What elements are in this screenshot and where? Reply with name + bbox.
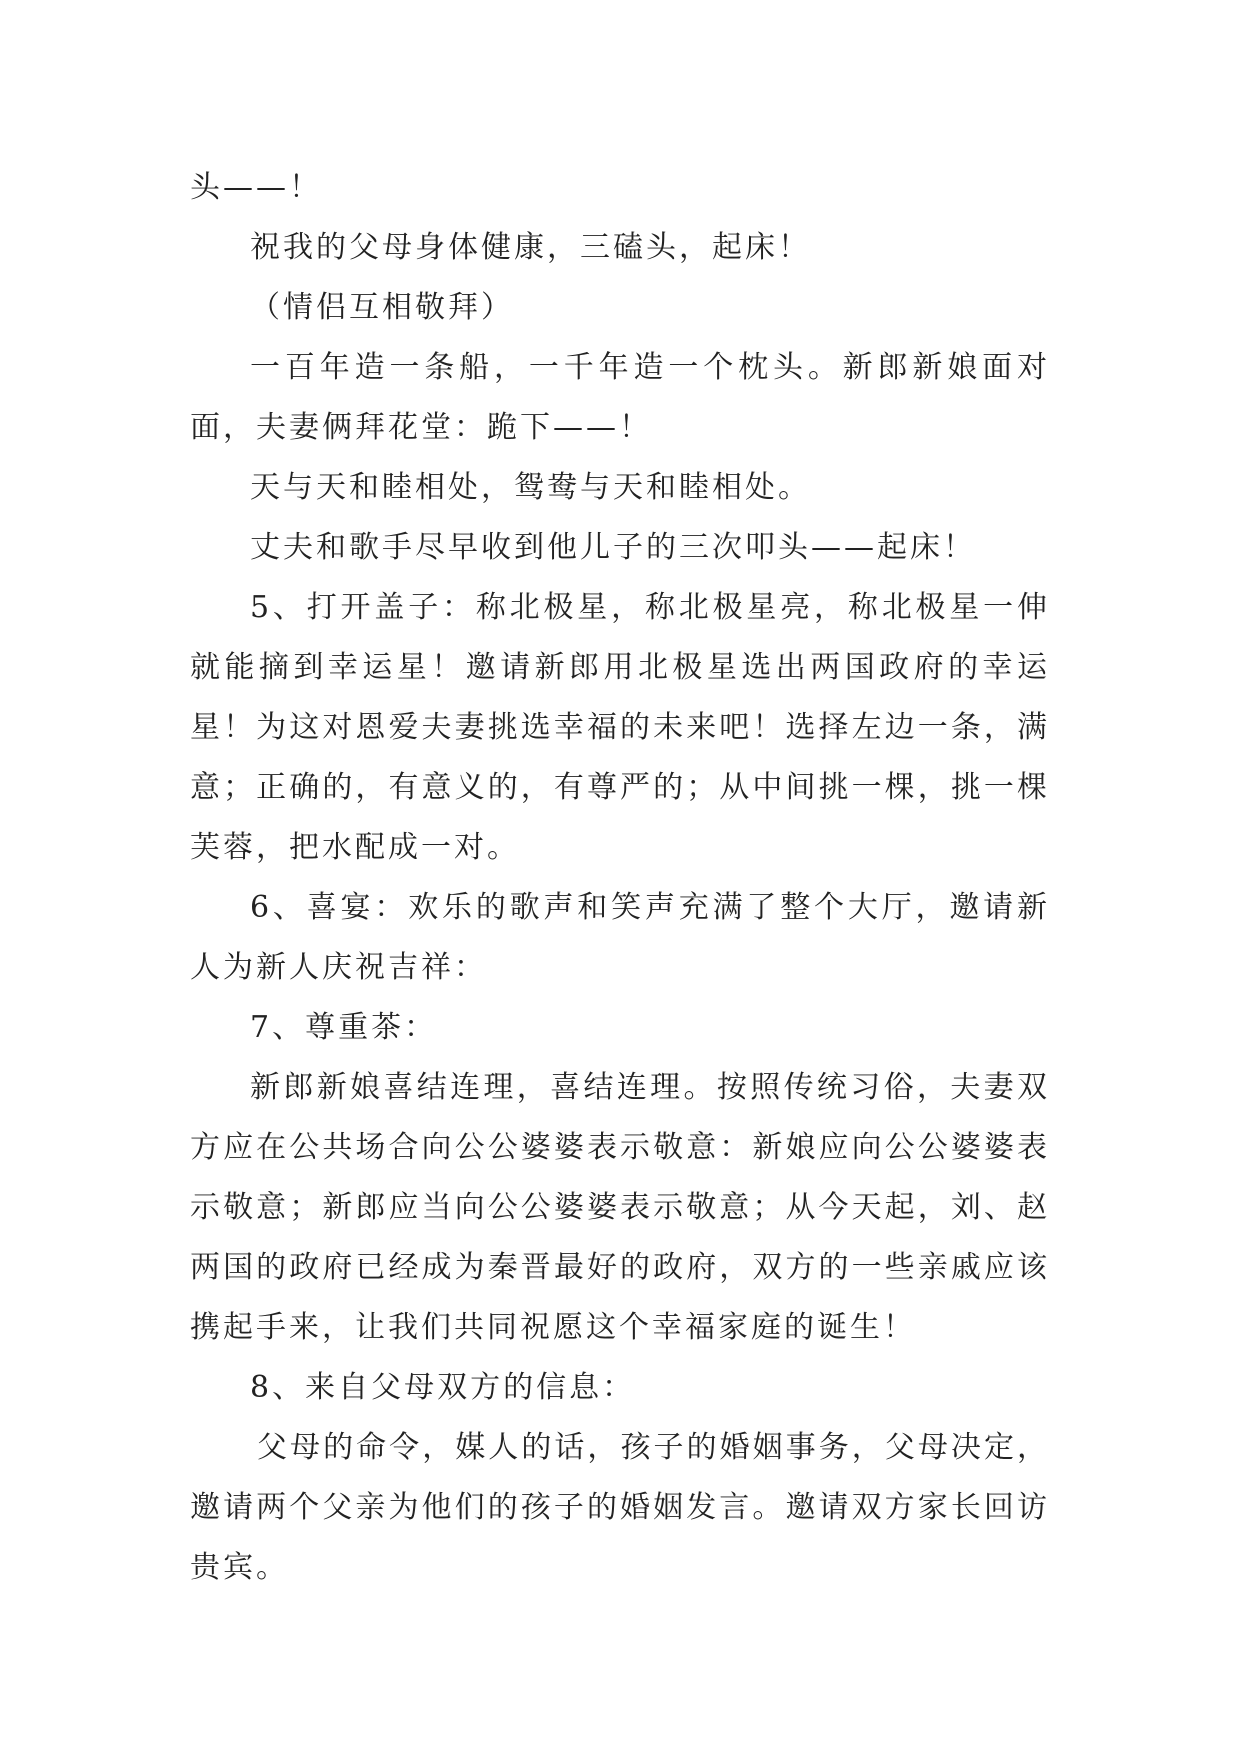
document-body: [190, 158, 1050, 1598]
paragraph-step-8: 8、来自父母双方的信息：: [250, 1370, 636, 1405]
paragraph-couple-bow: 一百年造一条船，一千年造一个枕头。新郎新娘面对面，夫妻俩拜花堂：跪下——！: [190, 350, 1050, 445]
paragraph-kowtow: 丈夫和歌手尽早收到他儿子的三次叩头——起床！: [250, 530, 976, 565]
paragraph-stage-direction: （情侣互相敬拜）: [250, 290, 514, 325]
paragraph-step-6: 6、喜宴：欢乐的歌声和笑声充满了整个大厅，邀请新人为新人庆祝吉祥：: [190, 890, 1050, 985]
paragraph-step-5: 5、打开盖子：称北极星，称北极星亮，称北极星一伸就能摘到幸运星！邀请新郎用北极星选出两国政府的幸运星！为这对恩爱夫妻挑选幸福的未来吧！选择左边一条，满意；正确的，有意义的，有尊严的；从中间挑一棵，挑一棵芙蓉，把水配成一对。: [190, 590, 1050, 865]
paragraph-parents-message: 父母的命令，媒人的话，孩子的婚姻事务，父母决定，邀请两个父亲为他们的孩子的婚姻发言。邀请双方家长回访贵宾。: [190, 1430, 1050, 1585]
paragraph-harmony: 天与天和睦相处，鸳鸯与天和睦相处。: [250, 470, 811, 505]
paragraph-blessing-parents: 祝我的父母身体健康，三磕头，起床！: [250, 230, 811, 265]
paragraph-tea-ceremony: 新郎新娘喜结连理，喜结连理。按照传统习俗，夫妻双方应在公共场合向公公婆婆表示敬意：新娘应向公公婆婆表示敬意；新郎应当向公公婆婆表示敬意；从今天起，刘、赵两国的政府已经成为秦晋最好的政府，双方的一些亲戚应该携起手来，让我们共同祝愿这个幸福家庭的诞生！: [190, 1070, 1050, 1345]
paragraph-step-7: 7、尊重茶：: [250, 1010, 438, 1045]
paragraph-continuation: 头——！: [190, 170, 322, 205]
